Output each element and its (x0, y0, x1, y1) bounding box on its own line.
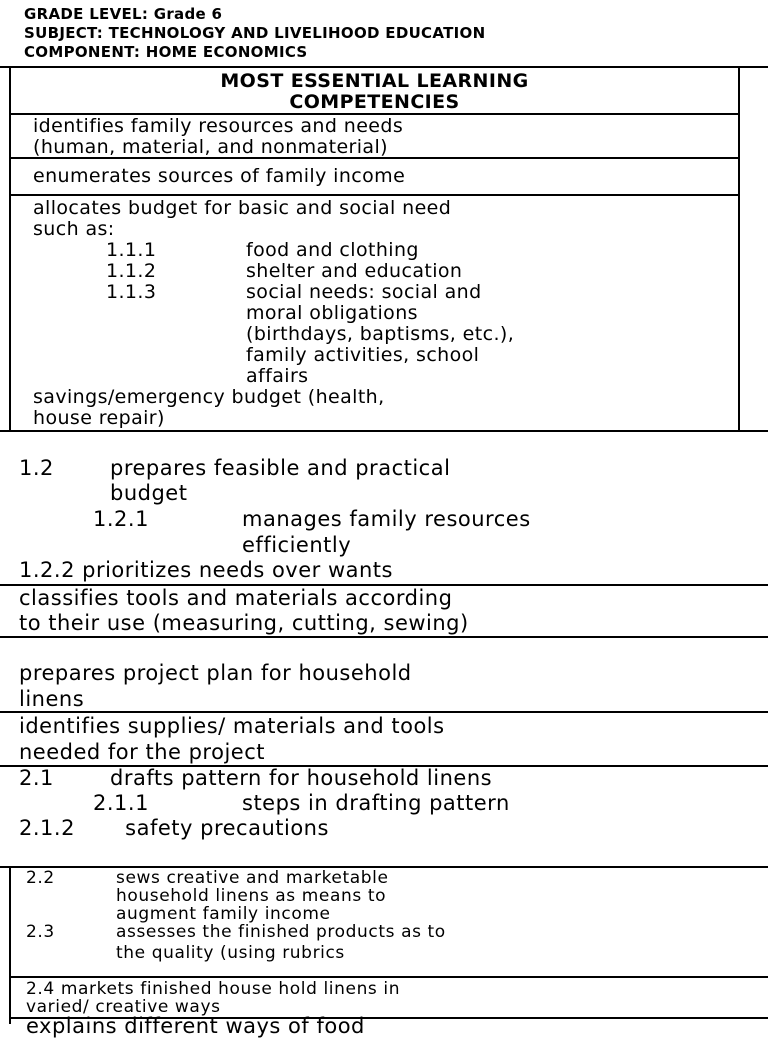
competency-text: budget (110, 481, 188, 505)
competency-text: assesses the finished products as to (116, 922, 446, 942)
grade-level: GRADE LEVEL: Grade 6 (24, 5, 223, 23)
item-text: social needs: social and (246, 281, 482, 303)
competency-text: enumerates sources of family income (33, 165, 406, 187)
competency-text: identifies family resources and needs (33, 115, 404, 137)
competency-text: the quality (using rubrics (116, 943, 345, 963)
item-text: family activities, school (246, 344, 480, 366)
table-title: MOST ESSENTIAL LEARNING (220, 70, 529, 92)
item-number: 2.1 (19, 766, 54, 790)
component: COMPONENT: HOME ECONOMICS (24, 43, 308, 61)
competency-text: efficiently (242, 533, 352, 557)
table1-right-border (738, 66, 740, 430)
competency-text: 2.1.2 safety precautions (19, 816, 329, 840)
item-number: 1.2 (19, 456, 54, 480)
competency-text-partial: explains different ways of food (26, 1014, 365, 1038)
competency-text: 2.4 markets finished house hold linens in (26, 979, 401, 999)
competency-text: to their use (measuring, cutting, sewing) (19, 611, 469, 635)
competency-text: manages family resources (242, 507, 531, 531)
competency-text: sews creative and marketable (116, 868, 389, 888)
competency-text: needed for the project (19, 740, 265, 764)
item-number: 1.1.3 (106, 281, 157, 303)
item-text: affairs (246, 365, 309, 387)
competency-text: identifies supplies/ materials and tools (19, 714, 445, 738)
competency-text: steps in drafting pattern (242, 791, 510, 815)
competency-text: such as: (33, 218, 115, 240)
subject: SUBJECT: TECHNOLOGY AND LIVELIHOOD EDUCATION (24, 24, 486, 42)
table3-left-border (9, 866, 11, 1024)
table1-bottom-border (0, 430, 768, 432)
item-text: moral obligations (246, 302, 418, 324)
item-number: 2.3 (26, 922, 55, 942)
item-text: food and clothing (246, 239, 419, 261)
competency-text: varied/ creative ways (26, 997, 221, 1017)
competency-text: savings/emergency budget (health, (33, 386, 385, 408)
item-text: (birthdays, baptisms, etc.), (246, 323, 515, 345)
item-number: 2.1.1 (93, 791, 149, 815)
item-text: shelter and education (246, 260, 463, 282)
table3-row-divider (9, 976, 768, 978)
competency-text: classifies tools and materials according (19, 586, 453, 610)
item-number: 2.2 (26, 868, 55, 888)
item-number: 1.1.2 (106, 260, 157, 282)
table1-top-border (0, 66, 768, 68)
competency-text: household linens as means to (116, 886, 387, 906)
competency-text: linens (19, 687, 85, 711)
item-number: 1.1.1 (106, 239, 157, 261)
item-number: 1.2.1 (93, 507, 149, 531)
competency-text: drafts pattern for household linens (110, 766, 493, 790)
competency-text: prepares project plan for household (19, 661, 412, 685)
competency-text: (human, material, and nonmaterial) (33, 136, 388, 158)
competency-text: house repair) (33, 407, 165, 429)
section-divider (0, 711, 768, 713)
table1-row-divider (9, 194, 740, 196)
competency-text: 1.2.2 prioritizes needs over wants (19, 558, 393, 582)
competency-text: allocates budget for basic and social need (33, 197, 452, 219)
competency-text: augment family income (116, 904, 331, 924)
section-divider (0, 636, 768, 638)
competency-text: prepares feasible and practical (110, 456, 451, 480)
table-title: COMPETENCIES (289, 91, 460, 113)
table1-left-border (9, 66, 11, 430)
